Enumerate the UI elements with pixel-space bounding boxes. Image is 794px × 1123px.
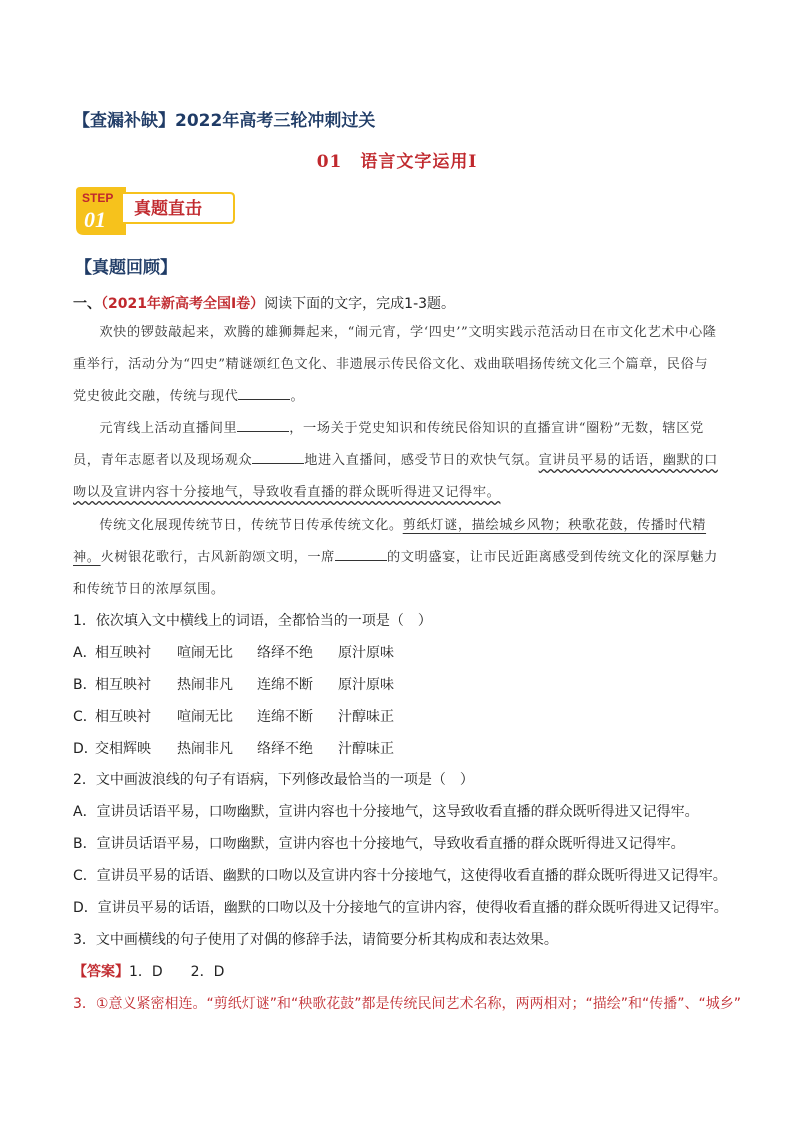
option-word: 热闹非凡: [177, 677, 233, 693]
passage-paragraph-3: [73, 510, 721, 606]
section-title: 【真题回顾】: [75, 258, 177, 278]
passage-text: 。: [290, 389, 305, 404]
q1-option-c: [73, 706, 394, 726]
passage-2: [73, 413, 721, 509]
answer-label: 【答案】: [73, 964, 129, 980]
q2-option-b: B．宣讲员话语平易，口吻幽默，宣讲内容也十分接地气，导致收看直播的群众既听得进又记得牢。: [73, 836, 685, 852]
question-source: （2021年新高考全国Ⅰ卷）: [101, 296, 265, 312]
passage-text: 火树银花歌行，古风新韵颂文明，一席: [100, 550, 335, 565]
option-word: 连绵不断: [257, 677, 313, 693]
option-word: 喧闹无比: [177, 709, 233, 725]
answer-text: 1．D 2．D: [129, 964, 225, 980]
question-instruction: 阅读下面的文字，完成1-3题。: [264, 296, 456, 312]
q2-option-d: D．宣讲员平易的话语，幽默的口吻以及十分接地气的宣讲内容，使得收看直播的群众既听得进又记得牢。: [73, 900, 728, 916]
option-letter: A．: [73, 645, 97, 661]
option-word: 相互映衬: [95, 709, 151, 725]
passage-3: [73, 510, 721, 606]
option-word: 连绵不断: [257, 709, 313, 725]
option-word: 交相辉映: [95, 741, 151, 757]
q1-stem: 1．依次填入文中横线上的词语，全都恰当的一项是（ ）: [73, 613, 432, 629]
passage-text: 地进入直播间，感受节日的欢快气氛。: [304, 453, 539, 468]
option-letter: D．: [73, 741, 98, 757]
passage-text: 的文明盛宴，让市民近距离感受到传统文化的深厚魅力和传统节日的浓厚氛围。: [73, 550, 718, 597]
doc-subtitle: 01 语言文字运用Ⅰ: [316, 152, 478, 172]
answer-line: [73, 961, 224, 981]
option-letter: B．: [73, 677, 97, 693]
fill-blank: [237, 417, 289, 432]
q1-option-d: [73, 738, 394, 758]
passage-paragraph-2: [73, 413, 721, 509]
question-intro: [73, 293, 455, 313]
option-letter: C．: [73, 709, 97, 725]
q2-option-c: C．宣讲员平易的话语、幽默的口吻以及宣讲内容十分接地气，这使得收看直播的群众既听得进又记得牢。: [73, 868, 727, 884]
option-word: 相互映衬: [95, 677, 151, 693]
fill-blank: [252, 449, 304, 464]
q3-stem: 3．文中画横线的句子使用了对偶的修辞手法，请简要分析其构成和表达效果。: [73, 932, 558, 948]
passage-text: 元宵线上活动直播间里: [99, 421, 238, 436]
step-badge-icon: [72, 185, 236, 237]
step-word: STEP: [82, 191, 114, 205]
q2-stem: 2．文中画波浪线的句子有语病，下列修改最恰当的一项是（ ）: [73, 772, 474, 788]
option-word: 汁醇味正: [338, 709, 394, 725]
passage-paragraph-1: [73, 317, 721, 413]
q1-option-a: [73, 642, 394, 662]
q2-option-a: A．宣讲员话语平易，口吻幽默，宣讲内容也十分接地气，这导致收看直播的群众既听得进又记得牢。: [73, 804, 699, 820]
passage: [73, 317, 721, 413]
fill-blank: [238, 385, 290, 400]
passage-text: 欢快的锣鼓敲起来，欢腾的雄狮舞起来，“闹元宵，学‘四史’”文明实践示范活动日在市文化艺术中心隆重举行，活动分为“四史”精谜颂红色文化、非遗展示传民俗文化、戏曲联唱扬传统文化三个篇章，民俗与党史彼此交融，传统与现代: [73, 325, 717, 404]
option-word: 原汁原味: [338, 677, 394, 693]
option-word: 喧闹无比: [177, 645, 233, 661]
doc-header-title: 【查漏补缺】2022年高考三轮冲刺过关: [73, 111, 376, 131]
question-number: 一、: [73, 296, 101, 312]
wavy-underlined-sentence: 宣讲员平易的话语，幽默的口吻以及宣讲内容十分接地气，导致收看直播的群众既听得进又记得牢。: [73, 453, 718, 500]
passage-text: ，一场关于党史知识和传统民俗知识的直播宣讲“圈粉”无数，辖区党员，青年志愿者以及现场观众: [73, 421, 704, 468]
option-word: 络绎不绝: [257, 741, 313, 757]
fill-blank: [335, 546, 387, 561]
passage-text: 传统文化展现传统节日，传统节日传承传统文化。: [99, 518, 403, 533]
option-word: 汁醇味正: [338, 741, 394, 757]
option-word: 原汁原味: [338, 645, 394, 661]
step-label: 真题直击: [134, 199, 202, 219]
answer-explanation: 3．①意义紧密相连。“剪纸灯谜”和“秧歌花鼓”都是传统民间艺术名称，两两相对；“描绘”和“传播”、“城乡”: [73, 996, 741, 1012]
q1-option-b: [73, 674, 394, 694]
underlined-sentence: 剪纸灯谜，描绘城乡风物；秧歌花鼓，传播时代精神。: [73, 518, 707, 565]
step-badge: [72, 185, 236, 237]
option-word: 热闹非凡: [177, 741, 233, 757]
option-word: 相互映衬: [95, 645, 151, 661]
option-word: 络绎不绝: [257, 645, 313, 661]
step-number: 01: [84, 207, 106, 232]
